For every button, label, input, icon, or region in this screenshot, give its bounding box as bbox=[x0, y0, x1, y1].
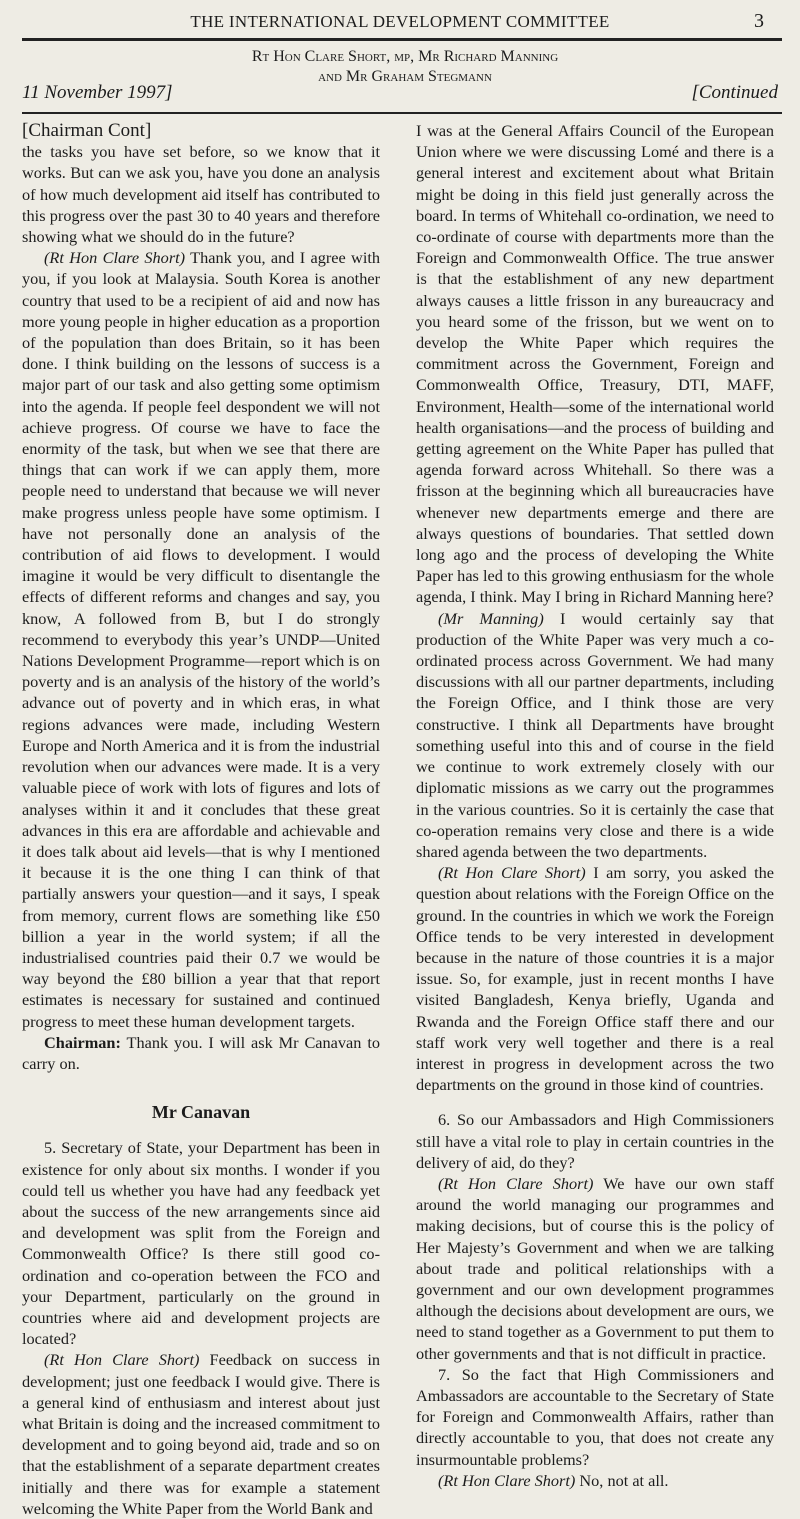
page-number: 3 bbox=[754, 10, 764, 32]
section-heading: Mr Canavan bbox=[151, 1102, 251, 1123]
chairman-cont bbox=[22, 120, 380, 141]
left-column bbox=[22, 120, 380, 1519]
paragraph: the tasks you have set before, so we know that it works. But can we ask you, have you done an analysis of how much development aid itself has contributed to this progress over the past 30 to 40 years and therefore showing what we should do in the future? bbox=[22, 142, 380, 247]
answer-paragraph bbox=[416, 862, 774, 1095]
witnesses-line-1: Rt Hon Clare Short, mp, Mr Richard Manning bbox=[251, 48, 559, 65]
speaker-label: (Rt Hon Clare Short) bbox=[438, 863, 586, 883]
chairman-paragraph bbox=[22, 1032, 380, 1074]
answer-paragraph bbox=[416, 608, 774, 862]
speaker-label: (Mr Manning) bbox=[438, 608, 544, 628]
speaker-label: (Rt Hon Clare Short) bbox=[44, 1350, 200, 1370]
header-rule bbox=[22, 38, 782, 41]
answer-text: I would certainly say that production of the White Paper was very much a co-ordinated process across Government. We had many discussions with all our partner departments, including the Foreign Office, and I think those are very constructive. I think all Departments have brought something useful into this and of course in the field we continue to work extremely closely with our diplomatic missions as we carry out the programmes in the various countries. So it is certainly the case that co-operation remains very close and there is a wide shared agenda between the two departments. bbox=[416, 608, 774, 861]
witnesses-line-2: and Mr Graham Stegmann bbox=[318, 68, 492, 85]
page-header-title: THE INTERNATIONAL DEVELOPMENT COMMITTEE bbox=[190, 12, 610, 31]
answer-paragraph bbox=[416, 1173, 774, 1364]
question-6: 6. So our Ambassadors and High Commissioners still have a vital role to play in certain countries in the delivery of aid, do they? bbox=[416, 1110, 774, 1172]
spacer bbox=[416, 1095, 774, 1109]
answer-text: No, not at all. bbox=[579, 1470, 669, 1490]
question-7: 7. So the fact that High Commissioners and Ambassadors are accountable to the Secretary of State for Foreign and Commonwealth Affairs, rather than directly accountable to you, that does not create any insurmountable problems? bbox=[416, 1364, 774, 1469]
chairman-cont-label: [Chairman Cont] bbox=[22, 120, 152, 141]
answer-text: I am sorry, you asked the question about relations with the Foreign Office on the ground. In the countries in which we work the Foreign Office tends to be very interested in development because in the nature of those countries it is a major issue. So, for example, just in recent months I have visited Bangladesh, Kenya briefly, Uganda and Rwanda and the Foreign Office staff there and our staff work very well together and there is a real interest in progress in development across the two departments on the ground in those kind of countries. bbox=[416, 863, 774, 1095]
witnesses bbox=[220, 47, 590, 87]
continued-label: [Continued bbox=[691, 82, 778, 103]
session-date: 11 November 1997] bbox=[22, 82, 173, 103]
speaker-label: (Rt Hon Clare Short) bbox=[438, 1470, 576, 1490]
header-rule-lower bbox=[22, 112, 782, 114]
answer-paragraph bbox=[416, 1470, 774, 1491]
answer-paragraph bbox=[22, 247, 380, 1032]
answer-paragraph bbox=[22, 1349, 380, 1519]
question-5: 5. Secretary of State, your Department has been in existence for only about six months. I wonder if you could tell us whether you have had any feedback yet about the success of the new arrangements since aid and development was split from the Foreign and Commonwealth Office? Is there still good co-ordination and co-operation between the FCO and your Department, particularly on the ground in countries where aid and development projects are located? bbox=[22, 1138, 380, 1349]
answer-text: We have our own staff around the world managing our programmes and making decisions, but of course this is the policy of Her Majesty’s Government and when we are talking about trade and political relationships with a government and our own development programmes although the decisions about development are ours, we need to stand together as a Government to put them to other governments and that is not difficult in practice. bbox=[416, 1173, 775, 1363]
paragraph: I was at the General Affairs Council of the European Union where we were discussing Lomé and there is a general interest and excitement about what Britain might be doing in this field just generally across the board. In terms of Whitehall co-ordination, we need to co-ordinate of course with departments more than the Foreign and Commonwealth Office. The true answer is that the establishment of any new department always causes a little frisson in any bureaucracy and you heard some of the frisson, but we went on to develop the White Paper which requires the commitment across the Government, Foreign and Commonwealth Office, Treasury, DTI, MAFF, Environment, Health—some of the international world health organisations—and the process of building and getting agreement on the White Paper has pulled that agenda forward across Whitehall. So there was a frisson at the beginning which all bureaucracies have whenever new departments emerge and there are always questions of boundaries. That settled down long ago and the process of developing the White Paper has led to this growing enthusiasm for the whole agenda, I think. May I bring in Richard Manning here? bbox=[416, 121, 774, 607]
speaker-label: (Rt Hon Clare Short) bbox=[438, 1173, 594, 1193]
chairman-text: Thank you. I will ask Mr Canavan to carry on. bbox=[22, 1032, 380, 1073]
answer-text: Feedback on success in development; just one feedback I would give. There is a general kind of enthusiasm and interest about just what Britain is doing and the increased commitment to development and to going beyond aid, trade and so on that the establishment of a separate department creates initially and there was for example a statement welcoming the White Paper from the World Bank and bbox=[22, 1350, 380, 1518]
speaker-label: Chairman: bbox=[44, 1032, 121, 1052]
answer-text: Thank you, and I agree with you, if you look at Malaysia. South Korea is another country that used to be a recipient of aid and now has more young people in higher education as a proportion of the population than does Britain, so it has been done. I think building on the lessons of success is a major part of our task and also getting some optimism into the agenda. If people feel despondent we will not achieve progress. Of course we have to face the enormity of the task, but when we see that there are things that can work if we can apply them, more people need to understand that because we will never make progress unless people have some optimism. I have not personally done an analysis of the contribution of aid flows to development. I would imagine it would be very difficult to disentangle the effects of different reforms and changes and say, you know, A followed from B, but I do strongly recommend to everybody this year’s UNDP—United Nations Development Programme—report which is on poverty and is an analysis of the history of the world’s advance out of poverty and in which eras, in what regions advances were made, including Western Europe and North America and it is from the industrial revolution when our advances were made. It is a very valuable piece of work with lots of figures and lots of analyses within it and it concludes that these great advances in this era are affordable and achievable and it does talk about aid levels—that is why I mentioned it because it is the one thing I can think of that partially answers your question—and it says, I speak from memory, current flows are something like £50 billion a year in the world system; if all the industrialised countries paid their 0.7 we would be way beyond the £80 billion a year that that report estimates is necessary for sustained and continued progress to meet these human development targets. bbox=[22, 248, 381, 1031]
speaker-label: (Rt Hon Clare Short) bbox=[44, 248, 186, 268]
right-column bbox=[416, 120, 774, 1491]
